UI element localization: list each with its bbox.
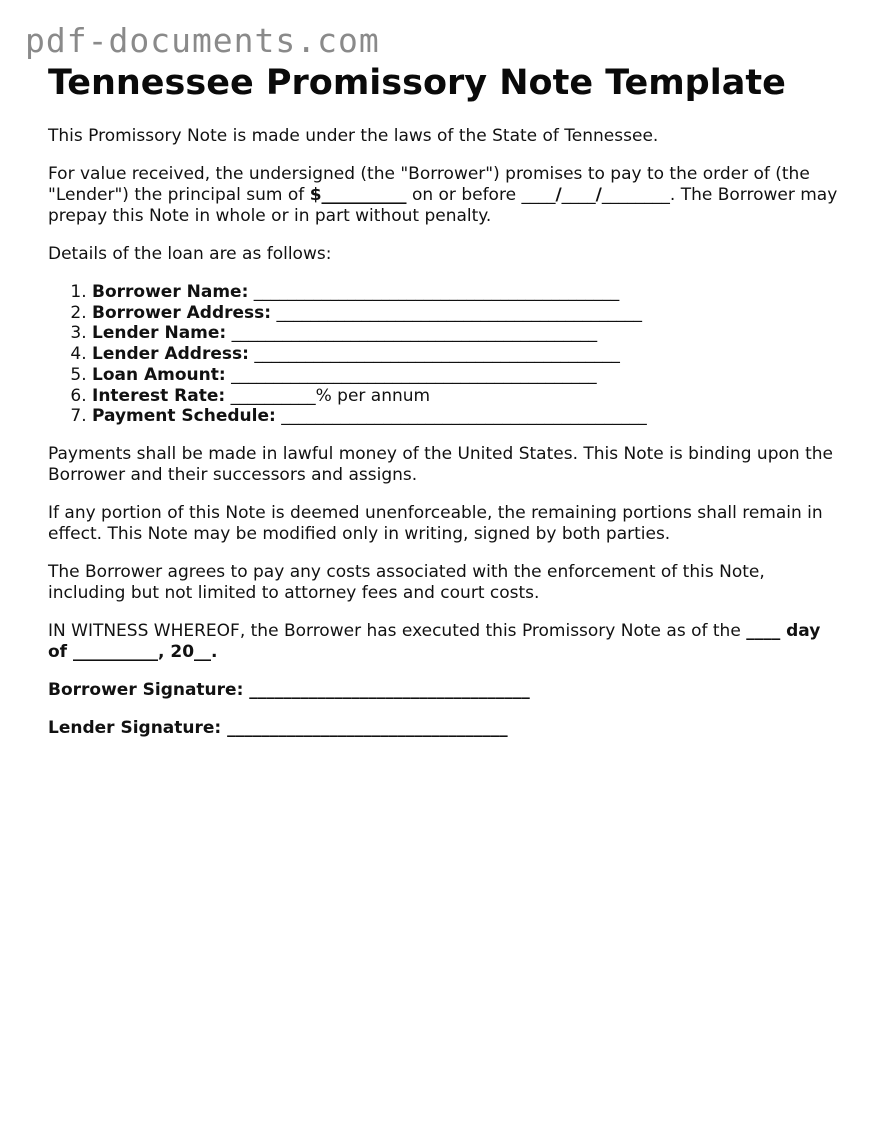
detail-label: Lender Name: — [92, 323, 227, 344]
list-item — [92, 365, 838, 386]
detail-blank: ___________________________________________ — [275, 406, 647, 427]
watermark: pdf-documents.com — [25, 21, 380, 60]
witness-date-blank: ____ day of __________, 20__. — [48, 620, 821, 662]
witness-text: IN WITNESS WHEREOF, the Borrower has executed this Promissory Note as of the — [48, 620, 747, 641]
detail-blank: ___________________________________________ — [226, 323, 598, 344]
list-item — [92, 282, 838, 303]
detail-label: Loan Amount: — [92, 364, 226, 385]
value-received-paragraph — [48, 164, 838, 227]
detail-blank: __________% per annum — [225, 385, 431, 406]
intro-paragraph: This Promissory Note is made under the laws of the State of Tennessee. — [48, 126, 659, 146]
loan-details-list — [48, 282, 838, 427]
witness-paragraph — [48, 621, 838, 663]
date-separator: / — [555, 185, 562, 205]
list-item — [92, 406, 838, 427]
list-item — [92, 303, 838, 324]
due-date-month-blank: ____ — [521, 185, 556, 205]
detail-blank: ___________________________________________ — [225, 364, 597, 385]
list-item — [92, 344, 838, 365]
detail-label: Lender Address: — [92, 344, 249, 365]
due-date-day-blank: ____ — [561, 185, 596, 205]
value-clause-text: on or before — [406, 185, 522, 205]
list-item — [92, 323, 838, 344]
date-separator: / — [595, 185, 602, 205]
lender-signature-line: Lender Signature: _________________________________ — [48, 717, 508, 738]
detail-blank: ___________________________________________ — [248, 344, 620, 365]
detail-blank: ___________________________________________ — [271, 302, 642, 323]
principal-sum-blank: $__________ — [309, 185, 407, 205]
detail-label: Borrower Address: — [92, 302, 272, 323]
costs-paragraph: The Borrower agrees to pay any costs associated with the enforcement of this Note, including but not limited to attorney fees and court costs. — [48, 561, 765, 603]
severability-paragraph: If any portion of this Note is deemed unenforceable, the remaining portions shall remain in effect. This Note may be modified only in writing, signed by both parties. — [48, 502, 823, 544]
document-title: Tennessee Promissory Note Template — [48, 63, 786, 103]
document-page — [48, 62, 838, 756]
detail-label: Interest Rate: — [92, 385, 226, 406]
value-clause-text: . The Borrower may prepay this Note in whole or in part without penalty. — [48, 185, 838, 226]
detail-label: Payment Schedule: — [92, 406, 276, 427]
list-item — [92, 386, 838, 407]
detail-label: Borrower Name: — [92, 282, 249, 302]
value-clause-text: For value received, the undersigned (the "Borrower") promises to pay to the order of (the "Lender") the principal sum of — [48, 164, 810, 205]
due-date-year-blank: ________ — [601, 185, 670, 205]
borrower-signature-line: Borrower Signature: _________________________________ — [48, 679, 530, 700]
payments-paragraph: Payments shall be made in lawful money of the United States. This Note is binding upon the Borrower and their successors and assigns. — [48, 443, 833, 485]
detail-blank: ___________________________________________ — [248, 282, 620, 302]
details-intro: Details of the loan are as follows: — [48, 244, 332, 264]
